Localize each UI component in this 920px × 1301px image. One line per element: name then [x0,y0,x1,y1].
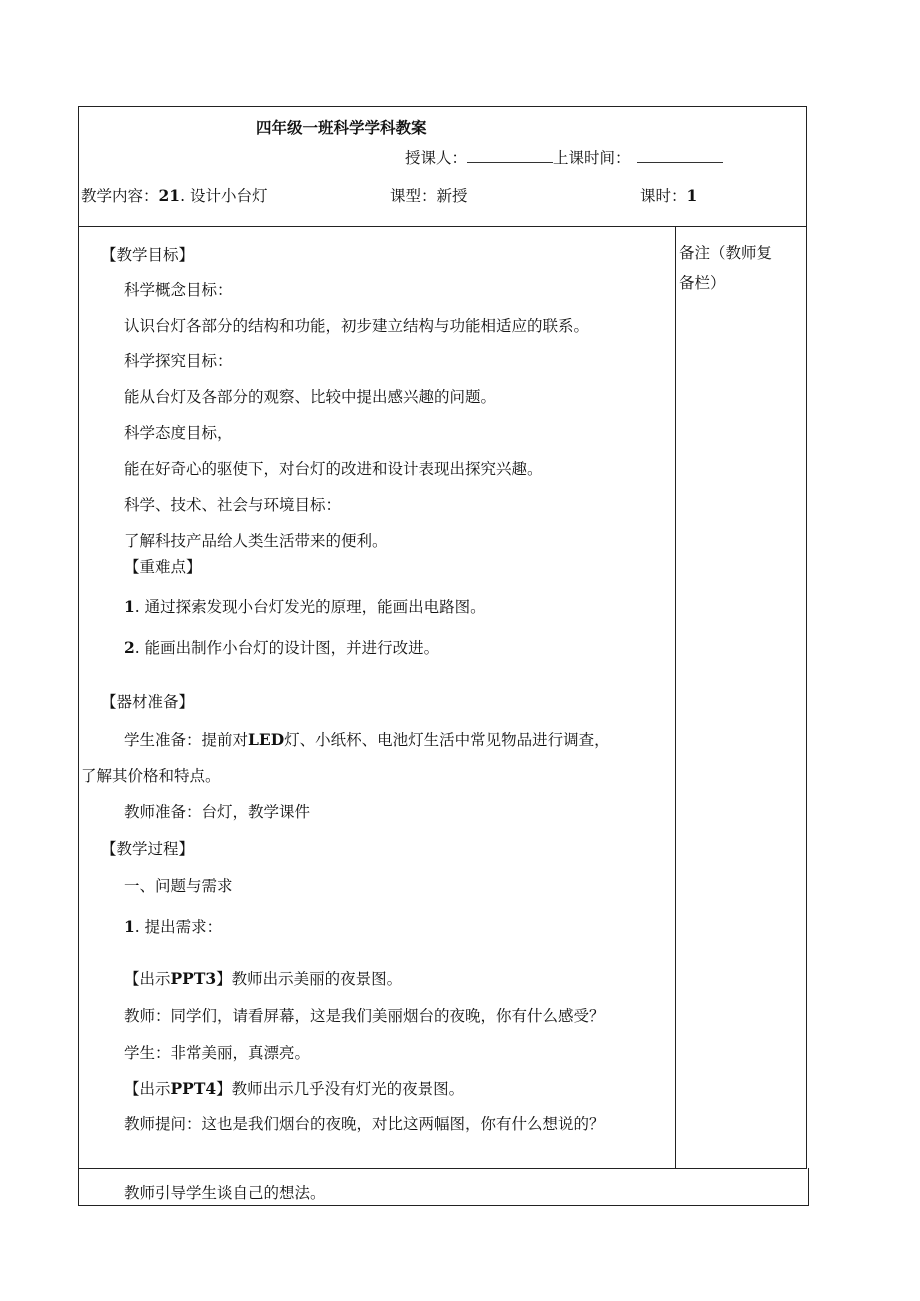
ppt4-a: 【出示 [124,1080,171,1098]
teacher-prep: 教师准备：台灯，教学课件 [124,803,311,821]
ppt4-b: 】教师出示几乎没有灯光的夜景图。 [216,1080,465,1098]
student-prep-continued: 了解其价格和特点。 [81,767,221,785]
section-1-title: 一、问题与需求 [124,877,233,895]
teacher-question-1: 教师：同学们，请看屏幕，这是我们美丽烟台的夜晚，你有什么感受？ [124,1007,605,1025]
lesson-type: 课型：新授 [390,187,468,205]
key-point-2-text: . 能画出制作小台灯的设计图，并进行改进。 [134,639,440,657]
ppt3-line [124,969,402,989]
teacher-field [405,148,723,168]
concept-heading: 科学概念目标： [124,281,233,299]
content-label: 教学内容： [81,187,159,205]
stse-text: 了解科技产品给人类生活带来的便利。 [124,532,388,550]
ppt3-code: PPT3 [170,969,217,988]
step-1-num: 1 [124,917,135,936]
inquiry-text: 能从台灯及各部分的观察、比较中提出感兴趣的问题。 [124,388,497,406]
goals-heading: 【教学目标】 [101,246,195,264]
table-top-border [78,106,807,107]
student-prep-b: 灯、小纸杯、电池灯生活中常见物品进行调查， [284,731,610,749]
step-1 [124,917,222,937]
student-prep-led: LED [248,730,285,749]
ppt3-b: 】教师出示美丽的夜景图。 [216,970,403,988]
notes-column-divider [675,226,676,1169]
table-bottom-border [78,1168,807,1169]
teacher-blank [467,148,553,163]
inquiry-heading: 科学探究目标： [124,352,233,370]
ppt4-line [124,1079,464,1099]
student-prep-a: 学生准备：提前对 [124,731,249,749]
ppt3-a: 【出示 [124,970,171,988]
last-row-bottom-border [78,1205,809,1206]
hours-value: 1 [686,186,698,205]
time-blank [637,148,723,163]
attitude-text: 能在好奇心的驱使下，对台灯的改进和设计表现出探究兴趣。 [124,460,543,478]
table-left-border [78,106,79,1206]
process-heading: 【教学过程】 [101,840,195,858]
last-row-right-border [808,1168,809,1206]
key-point-1-num: 1 [124,597,135,616]
header-divider [78,226,807,227]
ppt4-code: PPT4 [170,1079,217,1098]
key-point-2 [124,638,439,658]
key-point-1 [124,597,486,617]
time-label: 上课时间： [553,149,631,167]
materials-heading: 【器材准备】 [101,693,195,711]
key-point-1-text: . 通过探索发现小台灯发光的原理，能画出电路图。 [134,598,486,616]
step-1-text: . 提出需求： [134,918,223,936]
teacher-question-2: 教师提问：这也是我们烟台的夜晚，对比这两幅图，你有什么想说的？ [124,1115,605,1133]
notes-line-1: 备注（教师复 [679,244,773,262]
table-right-border [806,106,807,1169]
key-point-2-num: 2 [124,638,135,657]
teacher-guide: 教师引导学生谈自己的想法。 [124,1184,326,1202]
page-title: 四年级一班科学学科教案 [256,118,427,137]
teacher-label: 授课人： [405,149,468,167]
lesson-hours [640,186,697,206]
key-heading: 【重难点】 [124,558,202,576]
attitude-heading: 科学态度目标， [124,424,233,442]
student-answer-1: 学生：非常美丽，真漂亮。 [124,1044,311,1062]
content-field [81,186,267,206]
hours-label: 课时： [640,187,687,205]
notes-line-2: 备栏） [679,274,726,292]
content-title: . 设计小台灯 [180,187,268,205]
student-prep [124,730,610,750]
content-num: 21 [158,186,181,205]
stse-heading: 科学、技术、社会与环境目标： [124,496,342,514]
concept-text: 认识台灯各部分的结构和功能，初步建立结构与功能相适应的联系。 [124,317,590,335]
